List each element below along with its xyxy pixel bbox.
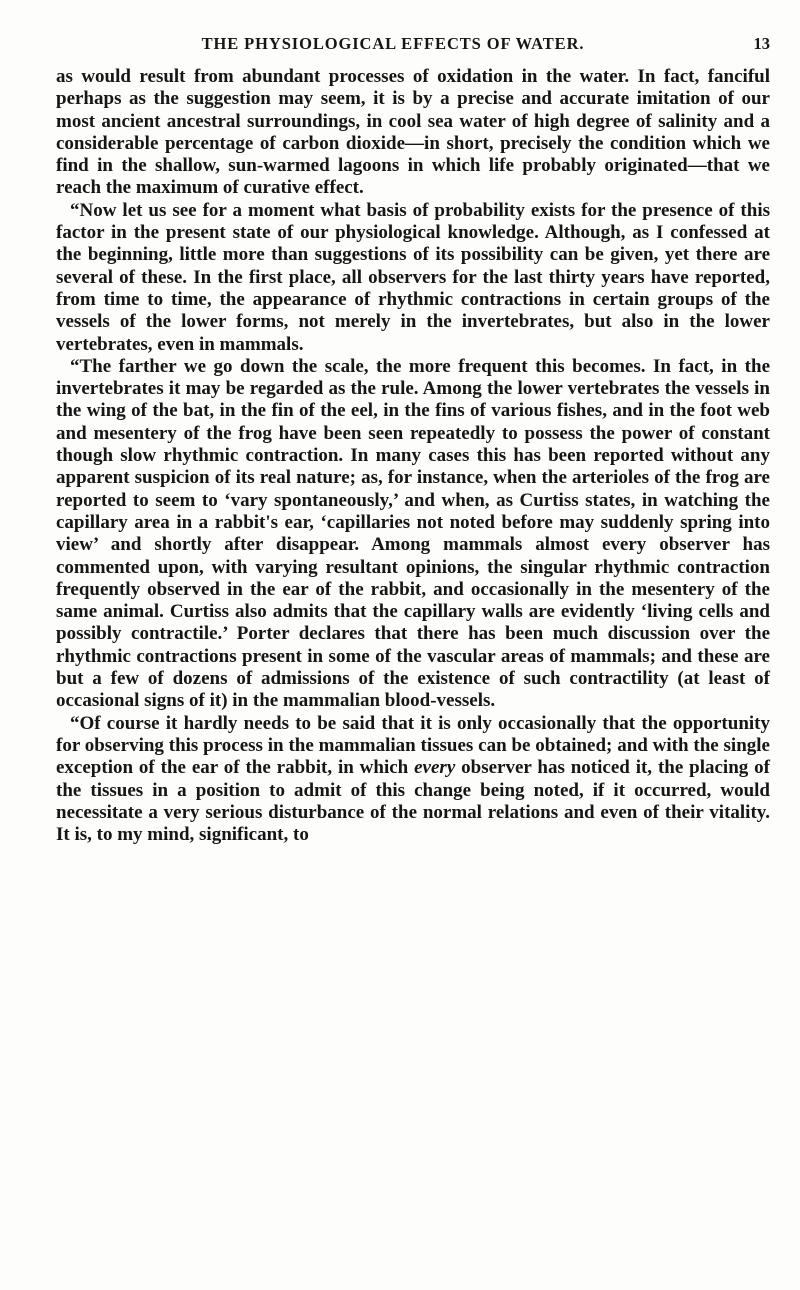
paragraph-text: “Of course it hardly needs to be said that it is only occasionally that the opportunity for observing this process in the mammalian tissues can be obtained; and with the single exception of the ear of the rabbit, in which xyxy=(56,712,770,779)
paragraph: “The farther we go down the scale, the more frequent this becomes. In fact, in the invertebrates it may be regarded as the rule. Among the lower vertebrates the vessels in the wing of the bat, in the fin of the eel, in the fins of various fishes, and in the foot web and mesentery of the frog have been seen repeatedly to possess the power of constant though slow rhythmic contraction. In many cases this has been reported without any apparent suspicion of its real nature; as, for instance, when the arterioles of the frog are reported to seem to ‘vary spontaneously,’ and when, as Curtiss states, in watching the capillary area in a rabbit's ear, ‘capillaries not noted before may suddenly spring into view’ and shortly after disappear. Among mammals almost every observer has commented upon, with varying resultant opinions, the singular rhythmic contraction frequently observed in the ear of the rabbit, and occasionally in the mesentery of the same animal. Curtiss also admits that the capillary walls are evidently ‘living cells and possibly contractile.’ Porter declares that there has been much discussion over the rhythmic contractions present in some of the vascular areas of mammals; and these are but a few of dozens of admissions of the existence of such contractility (at least of occasional signs of it) in the mammalian blood-vessels. xyxy=(56,355,770,712)
paragraph xyxy=(56,713,770,847)
page-number: 13 xyxy=(753,34,770,53)
paragraph: “Now let us see for a moment what basis of probability exists for the presence of this factor in the present state of our physiological knowledge. Although, as I confessed at the beginning, little more than suggestions of its possibility can be given, yet there are several of these. In the first place, all observers for the last thirty years have reported, from time to time, the appearance of rhythmic contractions in certain groups of the vessels of the lower forms, not merely in the invertebrates, but also in the lower vertebrates, even in mammals. xyxy=(56,199,770,355)
paragraph-continued: as would result from abundant processes of oxidation in the water. In fact, fanciful perhaps as the suggestion may seem, it is by a precise and accurate imitation of our most ancient ancestral surroundings, in cool sea water of high degree of salinity and a considerable percentage of carbon dioxide—in short, precisely the condition which we find in the shallow, sun-warmed lagoons in which life probably originated—that we reach the maximum of curative effect. xyxy=(56,66,770,199)
running-title: THE PHYSIOLOGICAL EFFECTS OF WATER. xyxy=(201,34,585,53)
emphasis-text: every xyxy=(414,757,456,779)
running-head xyxy=(56,34,770,58)
paragraph-text: observer has noticed it, the placing of the tissues in a position to admit of this change being noted, if it occurred, would necessitate a very serious disturbance of the normal relations and even of their vitality. It is, to my mind, significant, to xyxy=(56,757,770,846)
body-text xyxy=(56,66,770,846)
